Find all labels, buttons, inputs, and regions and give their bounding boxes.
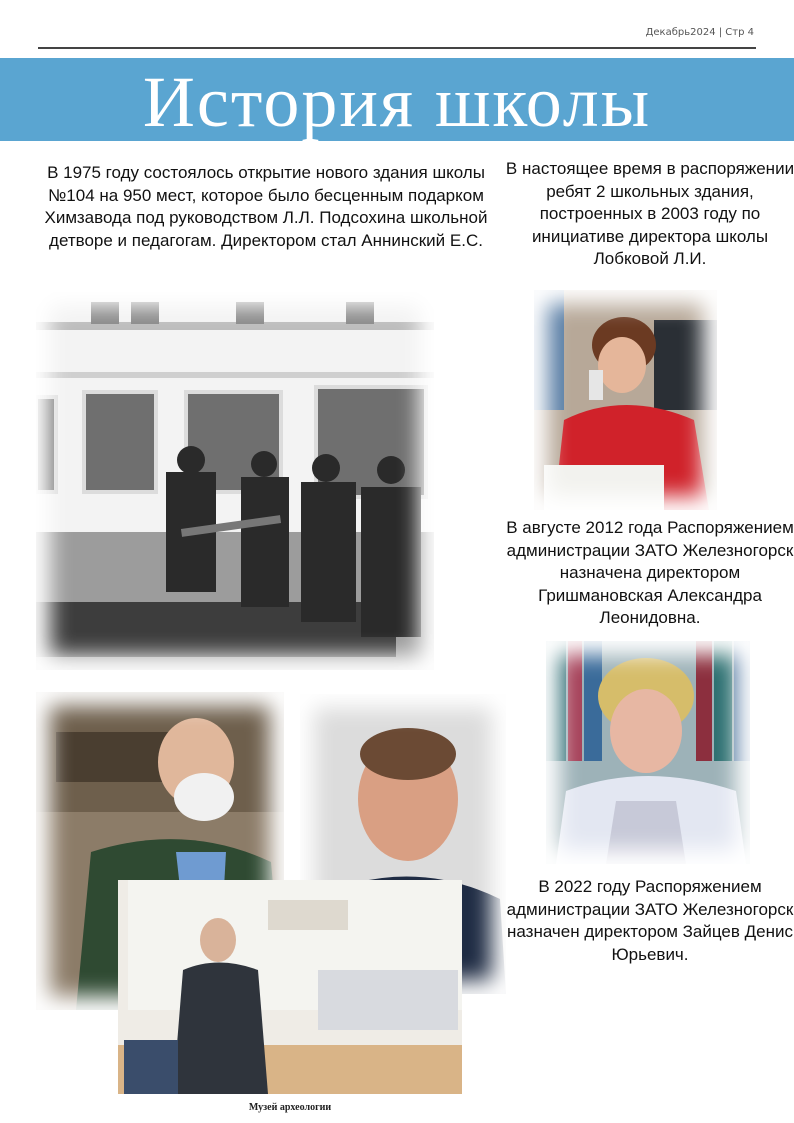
paragraph-appointment-2012: В августе 2012 года Распоряжением администрации ЗАТО Железногорск назначена директором Гришмановская Александра Леонидовна. — [506, 518, 794, 627]
museum-caption: Музей археологии — [248, 1102, 332, 1113]
header-meta: Декабрь2024 | Стр 4 — [645, 27, 754, 38]
paragraph-buildings: В настоящее время в распоряжении ребят 2 школьных здания, построенных в 2003 году по инициативе директора школы Лобковой Л.И. — [505, 159, 794, 268]
photo-school-opening — [36, 292, 434, 670]
photo-museum — [118, 880, 462, 1118]
photo-director-phone — [534, 290, 717, 510]
paragraph-opening: В 1975 году состоялось открытие нового здания школы №104 на 950 мест, которое было бесценным подарком Химзавода под руководством Л.Л. Подсохина школьной детворе и педагогам. Директором стал Аннинский Е.С. — [44, 163, 488, 250]
page-title: История школы — [142, 62, 652, 142]
header-rule — [38, 47, 756, 49]
photo-director-library — [546, 641, 750, 864]
paragraph-appointment-2022: В 2022 году Распоряжением администрации ЗАТО Железногорск назначен директором Зайцев Денис Юрьевич. — [506, 877, 794, 964]
